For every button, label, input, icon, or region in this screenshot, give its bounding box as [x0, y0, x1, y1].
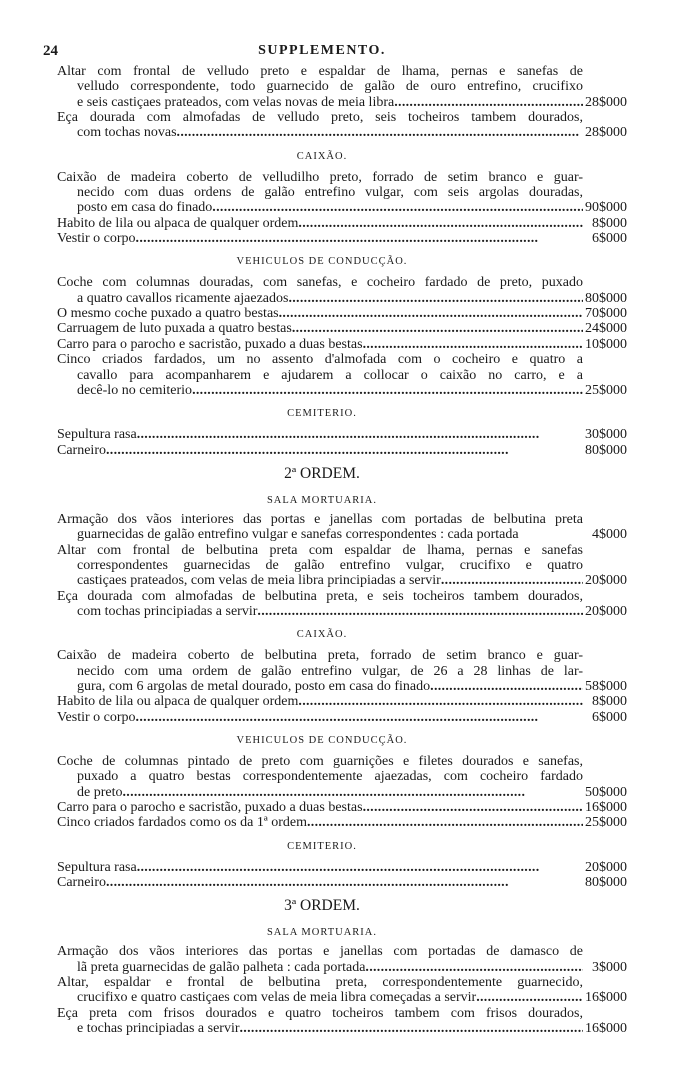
entry-line: [57, 64, 627, 79]
entry-line: [57, 275, 627, 290]
entry-line: [57, 512, 627, 527]
entry-price: 6$000: [592, 231, 627, 247]
price-entry: [57, 710, 627, 725]
entry-text: Carneiro: [57, 442, 106, 458]
entry-text: Cinco criados fardados, um no assento d'almofada com o cocheiro e quatro a: [57, 352, 583, 368]
entry-line: [57, 944, 627, 959]
entry-price: 50$000: [585, 784, 627, 800]
entry-price: 3$000: [592, 959, 627, 975]
entry-price: 58$000: [585, 678, 627, 694]
entry-price: 16$000: [585, 1021, 627, 1037]
entry-text: Habito de lila ou alpaca de qualquer ordem: [57, 215, 299, 231]
entry-text: Armação dos vãos interiores das portas e janellas com portadas de damasco de: [57, 944, 583, 960]
entry-line: [77, 382, 627, 398]
entry-price: 16$000: [585, 990, 627, 1006]
entry-line: [57, 368, 627, 383]
section-heading: CAIXÃO.: [296, 629, 348, 641]
entry-text: com tochas novas: [77, 125, 177, 141]
dot-leader: [365, 960, 583, 975]
price-entry: [57, 352, 627, 398]
entry-price: 4$000: [592, 527, 627, 543]
entry-text: decê-lo no cemiterio: [77, 382, 193, 398]
entry-line: [77, 573, 627, 589]
entry-text: posto em casa do finado: [77, 200, 213, 216]
price-entry: [57, 648, 627, 694]
entry-line: [77, 290, 627, 306]
dot-leader: [212, 200, 583, 215]
entry-text: e seis castiçaes prateados, com velas novas de meia libra: [77, 94, 395, 110]
entry-text: Armação dos vãos interiores das portas e janellas com portadas de belbutina preta: [57, 511, 583, 527]
entry-line: [57, 427, 627, 443]
entry-text: Eça preta com frisos dourados e quatro tocheiros tambem com frisos dourados,: [57, 1005, 583, 1021]
entry-price: 10$000: [585, 336, 627, 352]
entry-line: [57, 543, 627, 558]
dot-leader: [257, 604, 583, 619]
entry-text: Caixão de madeira coberto de velludilho preto, forrado de setim branco e guar-: [57, 169, 583, 185]
entry-line: [57, 694, 627, 710]
entry-line: [57, 664, 627, 679]
dot-leader: [363, 800, 583, 815]
entry-text: Habito de lila ou alpaca de qualquer ordem: [57, 694, 299, 710]
entry-line: [57, 558, 627, 573]
dot-leader: [441, 573, 583, 588]
entry-text: velludo correspondente, todo guarnecido de galão de ouro entrefino, crucifixo: [77, 79, 583, 95]
price-entry: [57, 216, 627, 231]
entry-text: castiçaes prateados, com velas de meia libra principiadas a servir: [77, 573, 441, 589]
section-heading: SALA MORTUARIA.: [266, 927, 378, 939]
entry-text: correspondentes guarnecidas de galão entrefino vulgar, crucifixo e quatro: [77, 557, 583, 573]
entry-text: Carruagem de luto puxada a quatro bestas: [57, 321, 292, 337]
price-entry: [57, 860, 627, 875]
section-heading: CEMITERIO.: [287, 840, 357, 852]
dot-leader: [292, 321, 583, 336]
price-entry: [57, 275, 627, 306]
entry-text: lã preta guarnecidas de galão palheta : cada portada: [77, 959, 366, 975]
entry-text: Sepultura rasa: [57, 859, 137, 875]
dot-leader: [298, 216, 583, 231]
entry-price: 20$000: [585, 603, 627, 619]
entry-price: 80$000: [585, 875, 627, 891]
entry-text: Vestir o corpo: [57, 709, 136, 725]
entry-line: [77, 784, 627, 800]
dot-leader: [136, 710, 583, 725]
entry-line: [57, 815, 627, 831]
entry-line: [57, 231, 627, 247]
entry-line: [57, 352, 627, 367]
dot-leader: [476, 990, 583, 1005]
entry-text: Caixão de madeira coberto de belbutina preta, forrado de setim branco e guar-: [57, 648, 583, 664]
entry-price: 28$000: [585, 94, 627, 110]
price-entry: [57, 1006, 627, 1037]
entry-text: necido com duas ordens de galão entrefino vulgar, com seis argolas douradas,: [77, 185, 583, 201]
entry-line: [77, 125, 627, 141]
entry-text: cavallo para acompanharem e ajudarem a collocar o caixão no carro, e a: [77, 367, 583, 383]
entry-line: [57, 709, 627, 725]
entry-price: 6$000: [592, 709, 627, 725]
price-entry: [57, 512, 627, 543]
entry-text: guarnecidas de galão entrefino vulgar e sanefas correspondentes : cada portada: [77, 527, 519, 543]
entry-line: [57, 800, 627, 816]
entry-text: Coche de columnas pintado de preto com guarnições e filetes dourados e sanefas,: [57, 754, 583, 769]
entry-text: Carro para o parocho e sacristão, puxado a duas bestas: [57, 336, 363, 352]
entry-text: O mesmo coche puxado a quatro bestas: [57, 306, 279, 322]
dot-leader: [240, 1021, 584, 1036]
entry-line: [57, 859, 627, 875]
price-entry: [57, 337, 627, 352]
entry-text: de preto: [77, 784, 123, 800]
entry-line: [57, 306, 627, 322]
price-entry: [57, 110, 627, 141]
entry-price: 20$000: [585, 859, 627, 875]
entry-price: 8$000: [592, 215, 627, 231]
entry-price: 24$000: [585, 321, 627, 337]
entry-line: [57, 648, 627, 663]
price-entry: [57, 543, 627, 589]
entry-price: 80$000: [585, 442, 627, 458]
entry-line: [77, 678, 627, 694]
dot-leader: [136, 231, 583, 246]
price-entry: [57, 321, 627, 336]
dot-leader: [192, 383, 583, 398]
order-heading: 3ª ORDEM.: [284, 897, 360, 915]
price-entry: [57, 443, 627, 458]
entry-text: gura, com 6 argolas de metal dourado, posto em casa do finado: [77, 678, 431, 694]
price-entry: [57, 694, 627, 709]
entry-line: [57, 589, 627, 604]
entry-text: com tochas principiadas a servir: [77, 603, 258, 619]
entry-text: Carneiro: [57, 875, 106, 891]
document-page: [43, 0, 627, 1037]
entry-line: [57, 185, 627, 200]
dot-leader: [106, 875, 583, 890]
entry-text: Coche com columnas douradas, com sanefas, e cocheiro fardado de preto, puxado: [57, 275, 583, 291]
entry-text: Sepultura rasa: [57, 427, 137, 443]
entry-text: Carro para o parocho e sacristão, puxado a duas bestas: [57, 800, 363, 816]
price-entry: [57, 944, 627, 975]
entry-line: [57, 769, 627, 784]
entry-line: [77, 94, 627, 110]
entry-line: [57, 110, 627, 125]
entry-text: Altar com frontal de belbutina preta com espaldar de lhama, pernas e sanefas: [57, 542, 583, 558]
entry-line: [57, 170, 627, 185]
entry-price: 30$000: [585, 427, 627, 443]
dot-leader: [363, 337, 583, 352]
entry-price: 25$000: [585, 382, 627, 398]
price-entry: [57, 170, 627, 216]
dot-leader: [298, 694, 583, 709]
dot-leader: [288, 291, 583, 306]
entry-price: 8$000: [592, 694, 627, 710]
entry-text: Eça dourada com almofadas de velludo preto, seis tocheiros tambem dourados,: [57, 110, 583, 126]
section-heading: SALA MORTUARIA.: [266, 494, 378, 506]
section-heading: VEHICULOS DE CONDUCÇÃO.: [236, 735, 408, 746]
section-heading: CAIXÃO.: [296, 150, 348, 162]
entry-text: Eça dourada com almofadas de belbutina preta, e seis tocheiros tambem dourados,: [57, 588, 583, 604]
dot-leader: [122, 785, 583, 800]
running-title: SUPPLEMENTO.: [258, 43, 386, 58]
entry-line: [57, 975, 627, 990]
entry-text: Altar com frontal de velludo preto e espaldar de lhama, pernas e sanefas de: [57, 64, 583, 79]
section-heading: VEHICULOS DE CONDUCÇÃO.: [236, 256, 408, 268]
entry-line: [57, 442, 627, 458]
price-entry: [57, 589, 627, 620]
price-entry: [57, 875, 627, 890]
price-entry: [57, 800, 627, 815]
entry-price: 90$000: [585, 200, 627, 216]
entry-text: puxado a quatro bestas correspondentemente ajaezadas, com cocheiro fardado: [77, 769, 583, 785]
entry-text: Altar, espaldar e frontal de belbutina preta, correspondentemente guarnecido,: [57, 975, 583, 991]
price-entry: [57, 754, 627, 800]
entry-line: [57, 321, 627, 337]
price-entry: [57, 306, 627, 321]
entry-line: [57, 79, 627, 94]
entry-line: [77, 990, 627, 1006]
entry-text: e tochas principiadas a servir: [77, 1021, 240, 1037]
entry-price: 80$000: [585, 290, 627, 306]
dot-leader: [394, 95, 583, 110]
entry-line: [77, 959, 627, 975]
entry-line: [57, 1006, 627, 1021]
entry-line: [77, 1021, 627, 1037]
entry-line: [57, 875, 627, 891]
price-entry: [57, 975, 627, 1006]
entry-text: a quatro cavallos ricamente ajaezados: [77, 290, 289, 306]
entry-text: necido com uma ordem de galão entrefino vulgar, de 26 a 28 linhas de lar-: [77, 663, 583, 679]
entry-price: 28$000: [585, 125, 627, 141]
dot-leader: [279, 306, 583, 321]
entry-line: [77, 200, 627, 216]
price-entry: [57, 64, 627, 110]
entry-line: [77, 603, 627, 619]
entry-price: 20$000: [585, 573, 627, 589]
price-entry: [57, 427, 627, 442]
entry-price: 25$000: [585, 815, 627, 831]
order-heading: 2ª ORDEM.: [284, 464, 360, 482]
section-heading: CEMITERIO.: [287, 408, 357, 420]
entry-price: 70$000: [585, 306, 627, 322]
dot-leader: [106, 443, 583, 458]
price-entry: [57, 231, 627, 246]
price-entry: [57, 815, 627, 830]
entry-price: 16$000: [585, 800, 627, 816]
entry-line: [57, 215, 627, 231]
entry-text: crucifixo e quatro castiçaes com velas de meia libra começadas a servir: [77, 990, 477, 1006]
entry-line: [57, 754, 627, 769]
dot-leader: [177, 125, 583, 140]
entry-line: [77, 527, 627, 543]
dot-leader: [137, 860, 583, 875]
dot-leader: [137, 427, 583, 442]
dot-leader: [430, 679, 583, 694]
entry-text: Cinco criados fardados como os da 1ª ordem: [57, 815, 307, 831]
price-list: [57, 64, 627, 1036]
entry-line: [57, 336, 627, 352]
running-head: [43, 0, 627, 64]
dot-leader: [307, 815, 583, 830]
entry-text: Vestir o corpo: [57, 231, 136, 247]
page-number: 24: [43, 43, 58, 59]
